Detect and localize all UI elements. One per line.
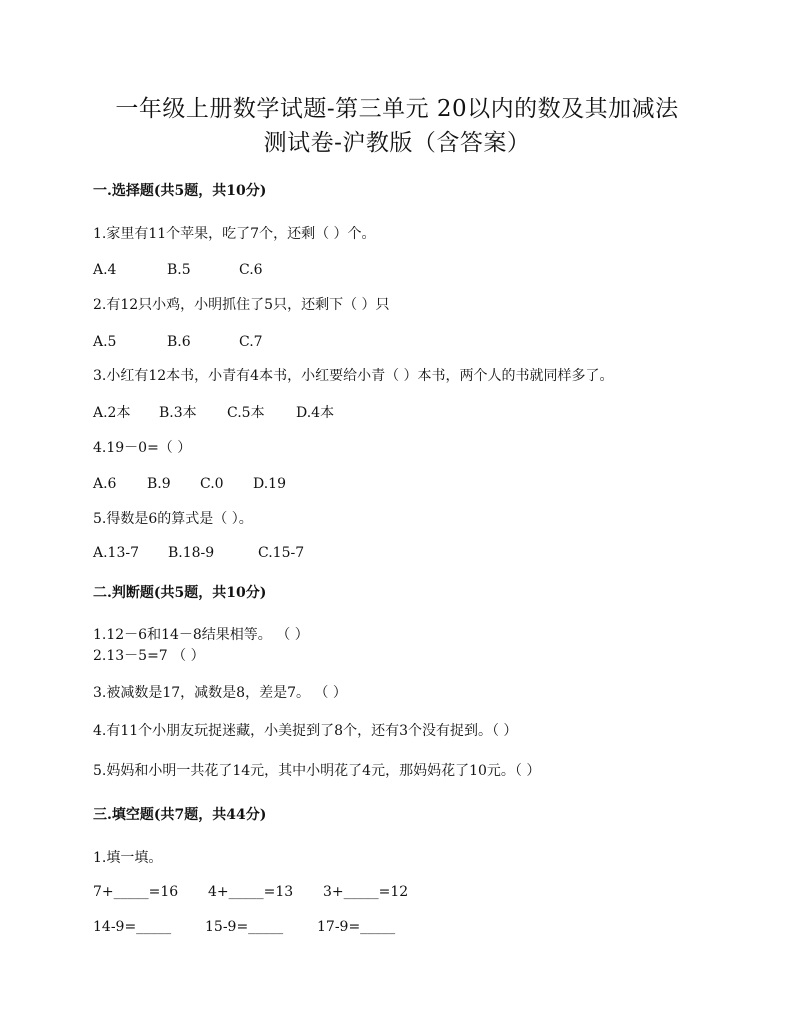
equation-blank: 15-9=_____ <box>205 919 284 935</box>
choice-question-2: 2.有12只小鸡，小明抓住了5只，还剩下（ ）只 <box>93 297 390 313</box>
option-c: C.6 <box>239 262 263 278</box>
option-d: D.19 <box>253 476 286 492</box>
equation-blank: 3+_____=12 <box>323 884 409 900</box>
exam-title-line-2: 测试卷-沪教版（含答案） <box>263 130 531 156</box>
judgement-question-5: 5.妈妈和小明一共花了14元，其中小明花了4元，那妈妈花了10元。（ ） <box>93 763 541 779</box>
option-b: B.5 <box>167 262 191 278</box>
equation-blank: 14-9=_____ <box>93 919 172 935</box>
judgement-question-4: 4.有11个小朋友玩捉迷藏，小美捉到了8个，还有3个没有捉到。（ ） <box>93 723 518 739</box>
option-c: C.0 <box>200 476 224 492</box>
section-heading-fill-in: 三.填空题(共7题，共44分) <box>93 807 267 823</box>
option-a: A.13-7 <box>93 545 140 561</box>
option-a: A.6 <box>93 476 117 492</box>
judgement-question-1: 1.12－6和14－8结果相等。 （ ） <box>93 627 309 643</box>
option-c: C.5本 <box>227 405 265 421</box>
choice-question-4: 4.19－0=（ ） <box>93 440 192 456</box>
choice-question-3: 3.小红有12本书，小青有4本书，小红要给小青（ ）本书，两个人的书就同样多了。 <box>93 368 614 384</box>
option-a: A.2本 <box>93 405 131 421</box>
option-a: A.4 <box>93 262 117 278</box>
option-b: B.6 <box>167 334 191 350</box>
option-d: D.4本 <box>296 405 335 421</box>
choice-question-5: 5.得数是6的算式是（ ）。 <box>93 511 253 527</box>
judgement-question-3: 3.被减数是17，减数是8，差是7。 （ ） <box>93 685 347 701</box>
option-a: A.5 <box>93 334 117 350</box>
option-b: B.18-9 <box>168 545 215 561</box>
section-heading-judgement: 二.判断题(共5题，共10分) <box>93 585 267 601</box>
equation-blank: 17-9=_____ <box>317 919 396 935</box>
exam-title-line-1: 一年级上册数学试题-第三单元 20以内的数及其加减法 <box>115 96 679 122</box>
choice-question-1: 1.家里有11个苹果，吃了7个，还剩（ ）个。 <box>93 226 376 242</box>
option-c: C.7 <box>239 334 263 350</box>
option-b: B.9 <box>147 476 171 492</box>
fill-in-question-1: 1.填一填。 <box>93 850 163 866</box>
equation-blank: 7+_____=16 <box>93 884 179 900</box>
option-b: B.3本 <box>159 405 197 421</box>
equation-blank: 4+_____=13 <box>208 884 294 900</box>
section-heading-choice: 一.选择题(共5题，共10分) <box>93 183 267 199</box>
judgement-question-2: 2.13－5=7 （ ） <box>93 648 205 664</box>
option-c: C.15-7 <box>258 545 305 561</box>
